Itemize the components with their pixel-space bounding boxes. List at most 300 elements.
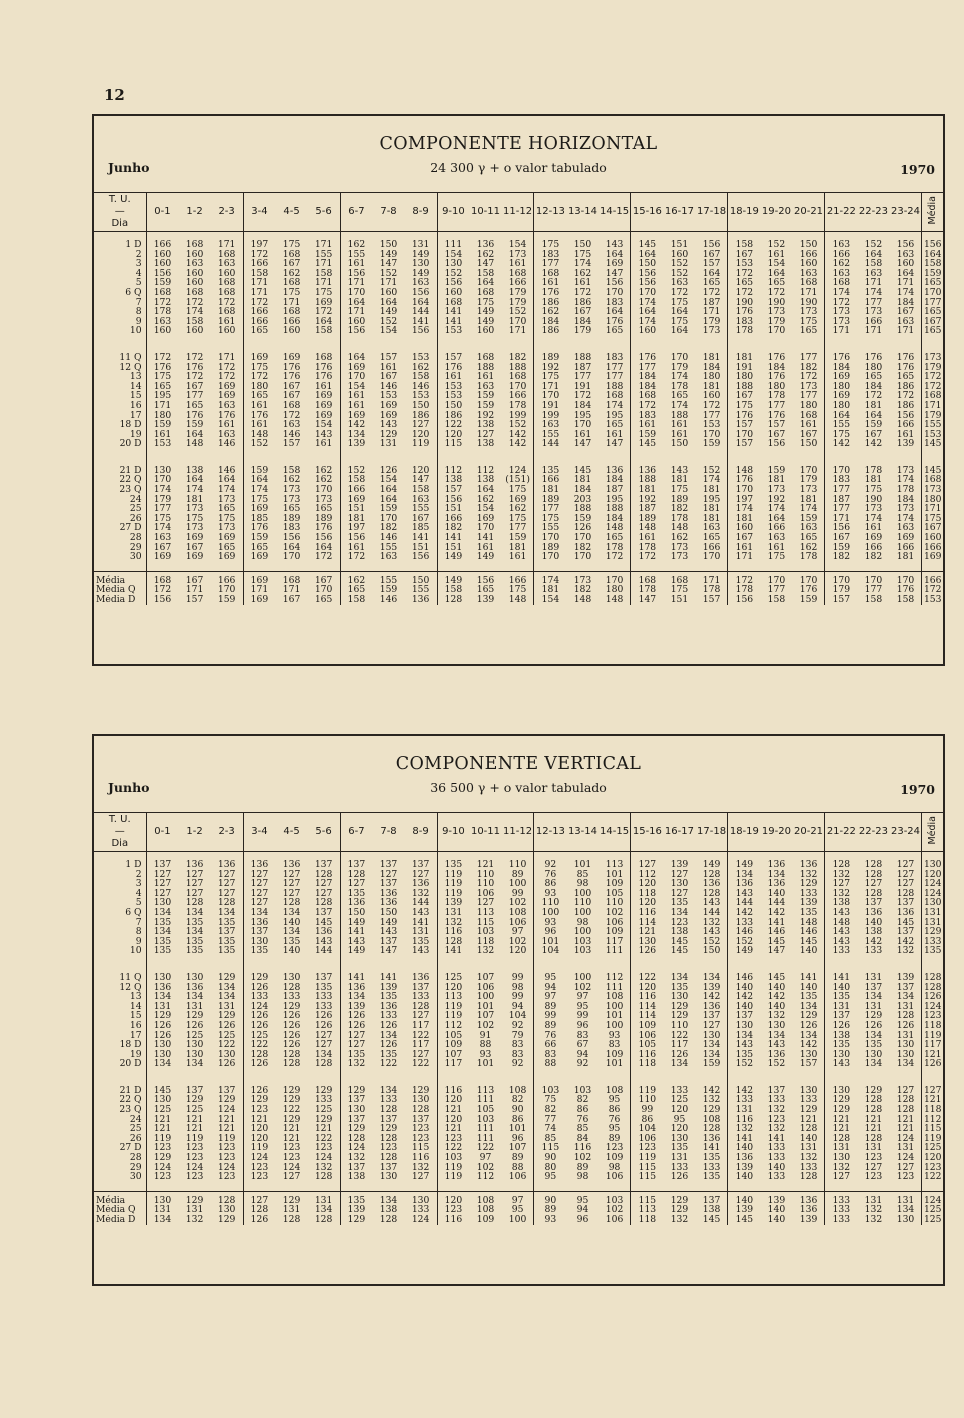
value-cell: 188 — [599, 382, 631, 392]
value-cell: 142 — [735, 992, 754, 1002]
data-table — [94, 812, 943, 1225]
value-cell: 138 — [864, 927, 883, 937]
value-cell: 154 — [308, 420, 340, 430]
value-cell: 168 — [211, 288, 243, 298]
value-cell: 143 — [379, 927, 398, 937]
value-cell: 167 — [185, 542, 204, 553]
value-cell: 134 — [767, 869, 786, 880]
value-cell: 135 — [185, 936, 204, 947]
value-cell: 108 — [696, 1115, 728, 1125]
value-cell: 86 — [641, 1114, 654, 1125]
value-cell: 142 — [896, 936, 915, 947]
value-cell: 143 — [832, 927, 851, 937]
value-cell: 136 — [793, 852, 825, 870]
value-cell: 168 — [476, 351, 495, 363]
value-cell: 134 — [211, 992, 243, 1002]
value-cell: 136 — [405, 965, 437, 983]
value-cell: 175 — [832, 429, 851, 440]
value-cell: 128 — [308, 870, 340, 880]
value-cell: 170 — [308, 585, 340, 595]
hour-header: 12-13 — [534, 193, 566, 232]
value-cell: 163 — [767, 533, 786, 543]
value-cell: 134 — [308, 1050, 340, 1060]
average-row — [94, 1205, 943, 1215]
day-mean-cell: 131 — [922, 908, 943, 918]
value-cell: 132 — [347, 1153, 366, 1163]
value-cell: 143 — [767, 1040, 786, 1050]
hour-header: 0-1 — [146, 813, 178, 852]
spacer-cell — [405, 562, 437, 572]
value-cell: 146 — [282, 429, 301, 440]
value-cell: 170 — [573, 420, 592, 430]
value-cell: 178 — [793, 552, 825, 562]
table-row — [94, 983, 943, 993]
value-cell: 98 — [576, 879, 589, 889]
value-cell: 120 — [405, 458, 437, 476]
value-cell: 100 — [476, 992, 495, 1002]
value-cell: 101 — [476, 1001, 495, 1012]
hour-header: 17-18 — [696, 813, 728, 852]
value-cell: 165 — [793, 326, 825, 336]
value-cell: 159 — [379, 504, 398, 514]
value-cell: 147 — [599, 269, 631, 279]
value-cell: 108 — [599, 992, 631, 1002]
value-cell: 158 — [767, 595, 786, 605]
value-cell: 181 — [573, 475, 592, 486]
value-cell: 188 — [573, 351, 592, 363]
spacer-cell — [437, 449, 469, 458]
value-cell: 164 — [379, 485, 398, 495]
value-cell: 171 — [541, 381, 560, 392]
value-cell: 133 — [670, 1162, 689, 1173]
value-cell: 174 — [864, 287, 883, 298]
value-cell: 115 — [631, 1191, 663, 1205]
value-cell: 195 — [153, 391, 172, 401]
value-cell: 127 — [282, 879, 301, 889]
value-cell: 122 — [405, 1031, 437, 1041]
value-cell: 156 — [347, 326, 366, 336]
value-cell: 117 — [405, 1040, 437, 1050]
value-cell: 141 — [696, 1143, 728, 1153]
value-cell: 127 — [832, 879, 851, 889]
value-cell: 147 — [767, 946, 786, 956]
value-cell: 197 — [347, 523, 366, 534]
group-spacer — [94, 562, 943, 572]
average-label: Média D — [94, 595, 146, 605]
value-cell: 128 — [379, 1133, 398, 1144]
value-cell: 95 — [544, 1172, 557, 1182]
value-cell: 169 — [211, 382, 243, 392]
day-label: 7 — [94, 298, 146, 308]
value-cell: 134 — [670, 907, 689, 918]
value-cell: 162 — [832, 259, 851, 269]
spacer-cell — [566, 336, 598, 345]
dia-label: Dia — [111, 218, 129, 229]
value-cell: 161 — [308, 382, 340, 392]
value-cell: 150 — [405, 571, 437, 585]
value-cell: 165 — [250, 542, 269, 553]
value-cell: 148 — [250, 429, 269, 440]
value-cell: 164 — [282, 542, 301, 553]
spacer-cell — [534, 956, 566, 965]
value-cell: 126 — [896, 1020, 915, 1031]
value-cell: 146 — [767, 927, 786, 937]
value-cell: 111 — [476, 1095, 495, 1106]
value-cell: 177 — [599, 363, 631, 373]
value-cell: 130 — [896, 1040, 915, 1050]
value-cell: 130 — [896, 1049, 915, 1060]
value-cell: 128 — [379, 1153, 398, 1163]
value-cell: 188 — [599, 504, 631, 514]
value-cell: 127 — [405, 1050, 437, 1060]
value-cell: 153 — [444, 391, 463, 401]
table-row — [94, 1011, 943, 1021]
value-cell: 134 — [153, 992, 172, 1002]
value-cell: 158 — [250, 268, 269, 279]
value-cell: 137 — [379, 1114, 398, 1125]
value-cell: 160 — [793, 259, 825, 269]
value-cell: 163 — [185, 259, 204, 269]
value-cell: 172 — [599, 552, 631, 562]
value-cell: 123 — [670, 917, 689, 928]
value-cell: 166 — [153, 239, 172, 250]
value-cell: 187 — [696, 298, 728, 308]
value-cell: 173 — [793, 307, 825, 317]
value-cell: 167 — [282, 595, 301, 605]
value-cell: 133 — [767, 1143, 786, 1154]
value-cell: 131 — [185, 1205, 204, 1215]
value-cell: 158 — [185, 316, 204, 327]
value-cell: 153 — [405, 345, 437, 363]
value-cell: 124 — [250, 1001, 269, 1012]
table-row — [94, 552, 943, 562]
value-cell: 167 — [185, 381, 204, 392]
value-cell: 126 — [211, 1021, 243, 1031]
value-cell: 191 — [541, 400, 560, 411]
hour-header: 16-17 — [663, 813, 695, 852]
day-label: 1 D — [94, 852, 146, 870]
value-cell: 132 — [896, 946, 915, 956]
value-cell: 174 — [793, 504, 825, 514]
hour-header: 8-9 — [405, 193, 437, 232]
value-cell: 114 — [638, 1001, 657, 1012]
value-cell: 185 — [250, 513, 269, 524]
value-cell: 172 — [832, 297, 851, 308]
value-cell: 169 — [308, 401, 340, 411]
spacer-cell — [857, 956, 889, 965]
value-cell: 188 — [638, 475, 657, 486]
spacer-cell — [469, 449, 501, 458]
value-cell: 172 — [282, 410, 301, 421]
value-cell: 184 — [541, 316, 560, 327]
day-label: 10 — [94, 946, 146, 956]
table-row — [94, 927, 943, 937]
value-cell: 130 — [153, 1049, 172, 1060]
value-cell: 174 — [599, 401, 631, 411]
value-cell: 122 — [638, 971, 657, 983]
spacer-cell — [405, 956, 437, 965]
overall-mean-cell: 172 — [922, 585, 943, 595]
value-cell: 181 — [185, 494, 204, 505]
value-cell: 136 — [250, 859, 269, 870]
spacer-cell — [437, 1182, 469, 1192]
value-cell: 156 — [735, 595, 754, 605]
value-cell: 135 — [541, 464, 560, 476]
value-cell: 129 — [793, 1011, 825, 1021]
value-cell: 186 — [444, 410, 463, 421]
value-cell: 146 — [379, 533, 398, 543]
value-cell: 162 — [502, 504, 534, 514]
value-cell: 172 — [308, 307, 340, 317]
spacer-cell — [857, 1069, 889, 1078]
value-cell: 169 — [153, 552, 172, 562]
value-cell: 146 — [735, 927, 754, 937]
value-cell: 189 — [541, 351, 560, 363]
value-cell: 177 — [793, 345, 825, 363]
value-cell: 172 — [864, 391, 883, 401]
value-cell: 172 — [153, 297, 172, 308]
value-cell: 132 — [832, 888, 851, 899]
value-cell: 176 — [896, 351, 915, 363]
value-cell: 170 — [541, 391, 560, 401]
value-cell: 139 — [347, 1001, 366, 1012]
value-cell: 152 — [735, 936, 754, 947]
value-cell: 179 — [670, 362, 689, 373]
value-cell: 171 — [308, 232, 340, 250]
day-mean-cell: 169 — [922, 552, 943, 562]
value-cell: 127 — [696, 1021, 728, 1031]
value-cell: 135 — [211, 937, 243, 947]
value-cell: 139 — [735, 1205, 754, 1215]
value-cell: 179 — [153, 494, 172, 505]
spacer-cell — [793, 1069, 825, 1078]
hour-header: 0-1 — [146, 193, 178, 232]
value-cell: 179 — [573, 326, 592, 336]
value-cell: 169 — [250, 351, 269, 363]
value-cell: 134 — [153, 927, 172, 937]
value-cell: 173 — [696, 326, 728, 336]
value-cell: 119 — [444, 1162, 463, 1173]
value-cell: 140 — [767, 1215, 786, 1225]
value-cell: 119 — [185, 1133, 204, 1144]
value-cell: 128 — [211, 1191, 243, 1205]
value-cell: 137 — [379, 879, 398, 889]
value-cell: 163 — [476, 381, 495, 392]
value-cell: 168 — [282, 307, 301, 317]
day-label: 15 — [94, 1011, 146, 1021]
table-row — [94, 1002, 943, 1012]
value-cell: 180 — [864, 362, 883, 373]
value-cell: 165 — [153, 381, 172, 392]
value-cell: 180 — [767, 381, 786, 392]
day-label: 25 — [94, 1124, 146, 1134]
value-cell: 137 — [896, 927, 915, 937]
value-cell: 171 — [250, 278, 269, 288]
day-mean-cell: 164 — [922, 250, 943, 260]
value-cell: 134 — [793, 1031, 825, 1041]
value-cell: 112 — [444, 464, 463, 476]
value-cell: 160 — [347, 316, 366, 327]
value-cell: 146 — [379, 381, 398, 392]
value-cell: 144 — [308, 946, 340, 956]
value-cell: 166 — [250, 316, 269, 327]
value-cell: 139 — [379, 982, 398, 993]
value-cell: 135 — [379, 992, 398, 1002]
value-cell: 170 — [890, 571, 922, 585]
value-cell: 130 — [670, 992, 689, 1002]
value-cell: 109 — [599, 927, 631, 937]
value-cell: 170 — [638, 287, 657, 298]
value-cell: 128 — [185, 898, 204, 908]
value-cell: 183 — [599, 345, 631, 363]
value-cell: 98 — [502, 983, 534, 993]
value-cell: 133 — [832, 946, 851, 956]
spacer-cell — [534, 336, 566, 345]
value-cell: 156 — [347, 268, 366, 279]
value-cell: 134 — [308, 1205, 340, 1215]
value-cell: 119 — [638, 1153, 657, 1163]
value-cell: 142 — [767, 907, 786, 918]
value-cell: 168 — [185, 239, 204, 250]
day-mean-cell: 127 — [922, 1078, 943, 1096]
value-cell: 183 — [541, 249, 560, 260]
spacer-cell — [534, 449, 566, 458]
value-cell: 122 — [444, 1143, 463, 1154]
value-cell: 169 — [211, 391, 243, 401]
value-cell: 131 — [405, 927, 437, 937]
value-cell: 130 — [405, 1191, 437, 1205]
value-cell: 83 — [599, 1040, 631, 1050]
day-mean-cell: 129 — [922, 927, 943, 937]
value-cell: 169 — [347, 494, 366, 505]
value-cell: 139 — [896, 439, 915, 449]
value-cell: 173 — [211, 523, 243, 533]
value-cell: 76 — [576, 1114, 589, 1125]
value-cell: 186 — [541, 326, 560, 336]
spacer-cell — [94, 956, 146, 965]
value-cell: 83 — [502, 1040, 534, 1050]
value-cell: 120 — [670, 1124, 689, 1134]
value-cell: 106 — [599, 1172, 631, 1182]
value-cell: 150 — [793, 439, 825, 449]
table-row — [94, 918, 943, 928]
value-cell: 138 — [444, 475, 463, 486]
spacer-cell — [599, 1069, 631, 1078]
value-cell: 172 — [767, 287, 786, 298]
value-cell: 166 — [347, 485, 366, 495]
value-cell: 135 — [832, 992, 851, 1002]
value-cell: 170 — [793, 458, 825, 476]
value-cell: 126 — [832, 1020, 851, 1031]
value-cell: 178 — [638, 542, 657, 553]
value-cell: 145 — [573, 464, 592, 476]
value-cell: 174 — [153, 523, 172, 534]
value-cell: 143 — [670, 464, 689, 476]
spacer-cell — [275, 449, 307, 458]
value-cell: 166 — [502, 278, 534, 288]
value-cell: 132 — [793, 1153, 825, 1163]
value-cell: 163 — [696, 523, 728, 533]
value-cell: 187 — [832, 494, 851, 505]
value-cell: 135 — [185, 917, 204, 928]
value-cell: 132 — [767, 1105, 786, 1115]
value-cell: 133 — [767, 1172, 786, 1182]
day-label: 16 — [94, 401, 146, 411]
value-cell: 172 — [211, 372, 243, 382]
value-cell: 165 — [599, 326, 631, 336]
value-cell: 142 — [502, 430, 534, 440]
table-row — [94, 439, 943, 449]
value-cell: 101 — [573, 859, 592, 870]
hour-header: 15-16 — [631, 193, 663, 232]
value-cell: 181 — [347, 513, 366, 524]
value-cell: 175 — [670, 485, 689, 495]
value-cell: 126 — [250, 1020, 269, 1031]
value-cell: 170 — [696, 552, 728, 562]
value-cell: 170 — [793, 571, 825, 585]
value-cell: 88 — [544, 1059, 557, 1069]
dia-label: Dia — [111, 838, 129, 849]
hour-header: 10-11 — [469, 193, 501, 232]
value-cell: 147 — [599, 439, 631, 449]
value-cell: 134 — [250, 907, 269, 918]
value-cell: 153 — [153, 439, 172, 449]
value-cell: 133 — [696, 1163, 728, 1173]
day-label: 2 — [94, 870, 146, 880]
value-cell: 181 — [696, 382, 728, 392]
spacer-cell — [178, 1069, 210, 1078]
value-cell: 173 — [185, 504, 204, 514]
value-cell: 158 — [308, 326, 340, 336]
value-cell: 140 — [735, 1172, 754, 1182]
average-row — [94, 1191, 943, 1205]
value-cell: 132 — [405, 1163, 437, 1173]
value-cell: 140 — [767, 1001, 786, 1012]
averages-group — [94, 1191, 943, 1224]
value-cell: 128 — [405, 1002, 437, 1012]
value-cell: 153 — [696, 420, 728, 430]
value-cell: 89 — [544, 1001, 557, 1012]
value-cell: 119 — [153, 1133, 172, 1144]
value-cell: 128 — [282, 1059, 301, 1069]
value-cell: 170 — [670, 351, 689, 363]
day-label: 19 — [94, 430, 146, 440]
value-cell: 167 — [735, 391, 754, 401]
value-cell: 174 — [250, 485, 269, 495]
day-label: 28 — [94, 1153, 146, 1163]
value-cell: 151 — [405, 543, 437, 553]
value-cell: 128 — [832, 1133, 851, 1144]
value-cell: 156 — [832, 523, 851, 534]
value-cell: 115 — [638, 1172, 657, 1182]
value-cell: 126 — [282, 1020, 301, 1031]
value-cell: 163 — [153, 316, 172, 327]
value-cell: 143 — [599, 232, 631, 250]
value-cell: 164 — [599, 307, 631, 317]
value-cell: 176 — [308, 363, 340, 373]
value-cell: 159 — [638, 429, 657, 440]
value-cell: 149 — [379, 249, 398, 260]
spacer-cell — [857, 1182, 889, 1192]
value-cell: 175 — [250, 494, 269, 505]
section-title: COMPONENTE VERTICAL — [395, 754, 642, 774]
value-cell: 138 — [185, 464, 204, 476]
value-cell: 129 — [670, 1205, 689, 1215]
day-mean-cell: 125 — [922, 1143, 943, 1153]
value-cell: 136 — [185, 982, 204, 993]
value-cell: 92 — [502, 1021, 534, 1031]
value-cell: 151 — [670, 595, 689, 605]
